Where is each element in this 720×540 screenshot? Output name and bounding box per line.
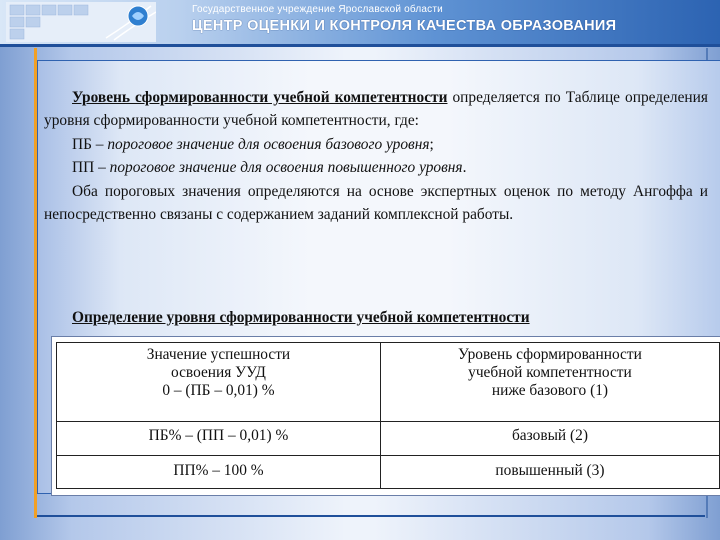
pp-description: – пороговое значение для освоения повышенного уровня <box>94 159 463 177</box>
table-cell <box>57 343 381 422</box>
logo-graphic <box>6 2 156 42</box>
paragraph-pp <box>44 156 708 179</box>
bottom-divider <box>37 515 705 517</box>
paragraph-pb <box>44 133 708 156</box>
header-banner <box>0 0 720 47</box>
row2-range: ПБ% – (ПП – 0,01) % <box>57 422 381 456</box>
header-subtitle: Государственное учреждение Ярославской области <box>192 4 443 15</box>
pb-description: – пороговое значение для освоения базового уровня <box>91 135 430 153</box>
table-row <box>57 456 720 489</box>
paragraph-angoff: Оба пороговых значения определяются на основе экспертных оценок по методу Ангоффа и непосредственно связаны с содержанием заданий комплексной работы. <box>44 182 708 224</box>
header-col2-line1: Уровень сформированности <box>458 346 642 363</box>
header-col1-line2: освоения УУД <box>171 364 266 381</box>
header-col1-line1: Значение успешности <box>146 346 291 363</box>
row3-range: ПП% – 100 % <box>57 456 381 489</box>
definition-text: определяется по Таблице определения уровня сформированности учебной компетентности, где: <box>44 89 708 130</box>
row2-level: базовый (2) <box>380 422 719 456</box>
definition-heading: Уровень сформированности учебной компетентности <box>72 89 448 106</box>
table-container <box>51 336 720 496</box>
pb-abbr: ПБ <box>72 135 92 153</box>
body-text <box>44 86 708 226</box>
pb-end: ; <box>429 135 434 153</box>
table-row <box>57 343 720 422</box>
paragraph-definition <box>44 86 708 133</box>
row3-level: повышенный (3) <box>380 456 719 489</box>
table-row <box>57 422 720 456</box>
table-title: Определение уровня сформированности учебной компетентности <box>72 309 530 326</box>
header-title: ЦЕНТР ОЦЕНКИ И КОНТРОЛЯ КАЧЕСТВА ОБРАЗОВАНИЯ <box>192 18 617 34</box>
levels-table <box>56 342 720 489</box>
pp-end: . <box>462 159 467 177</box>
header-col2-line2: учебной компетентности <box>468 364 632 381</box>
row1-range: 0 – (ПБ – 0,01) % <box>162 382 275 399</box>
table-cell <box>380 343 719 422</box>
pp-abbr: ПП <box>72 159 95 177</box>
row1-level: ниже базового (1) <box>491 382 609 399</box>
